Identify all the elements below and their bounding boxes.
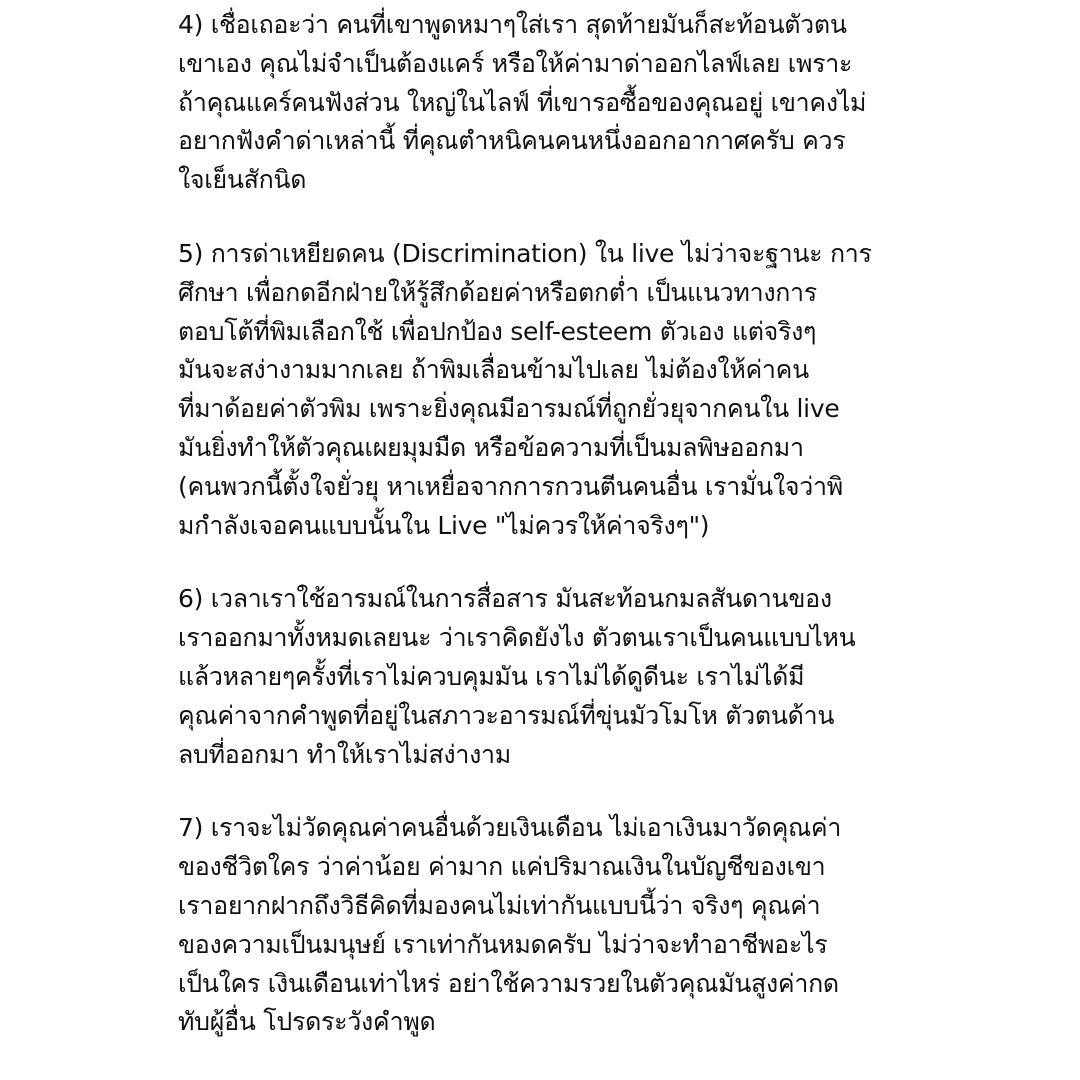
text-line: 4) เชื่อเถอะว่า คนที่เขาพูดหมาๆใส่เรา สุดท้ายมันก็สะท้อนตัวตน xyxy=(178,10,847,39)
text-line: เขาเอง คุณไม่จำเป็นต้องแคร์ หรือให้ค่ามาด่าออกไลฟ์เลย เพราะ xyxy=(178,48,853,78)
paragraph-4 xyxy=(178,6,918,200)
text-line: ตอบโต้ที่พิมเลือกใช้ เพื่อปกป้อง self-esteem ตัวเอง แต่จริงๆ xyxy=(178,316,817,346)
text-line: ลบที่ออกมา ทำให้เราไม่สง่างาม xyxy=(178,739,511,769)
text-line: เราอยากฝากถึงวิธีคิดที่มองคนไม่เท่ากันแบบนี้ว่า จริงๆ คุณค่า xyxy=(178,890,821,920)
paragraph-7 xyxy=(178,809,918,1042)
text-line: 6) เวลาเราใช้อารมณ์ในการสื่อสาร มันสะท้อนกมลสันดานของ xyxy=(178,584,832,614)
paragraph-6 xyxy=(178,580,918,774)
paragraph-5 xyxy=(178,235,918,545)
text-line: 5) การด่าเหยียดคน (Discrimination) ใน live ไม่ว่าจะฐานะ การ xyxy=(178,238,872,268)
text-line: ศึกษา เพื่อกดอีกฝ่ายให้รู้สึกด้อยค่าหรือตกต่ำ เป็นแนวทางการ xyxy=(178,277,817,307)
text-line: 7) เราจะไม่วัดคุณค่าคนอื่นด้วยเงินเดือน ไม่เอาเงินมาวัดคุณค่า xyxy=(178,813,842,843)
text-line: มันจะสง่างามมากเลย ถ้าพิมเลื่อนข้ามไปเลย ไม่ต้องให้ค่าคน xyxy=(178,355,809,385)
text-line: ใจเย็นสักนิด xyxy=(178,165,307,195)
text-line: ของความเป็นมนุษย์ เราเท่ากันหมดครับ ไม่ว่าจะทำอาชีพอะไร xyxy=(178,929,828,959)
text-line: ที่มาด้อยค่าตัวพิม เพราะยิ่งคุณมีอารมณ์ที่ถูกยั่วยุจากคนใน live xyxy=(178,394,840,424)
text-line: มกำลังเจอคนแบบนั้นใน Live "ไม่ควรให้ค่าจริงๆ") xyxy=(178,510,710,540)
text-line: เป็นใคร เงินเดือนเท่าไหร่ อย่าใช้ความรวยในตัวคุณมันสูงค่ากด xyxy=(178,968,839,998)
text-line: แล้วหลายๆครั้งที่เราไม่ควบคุมมัน เราไม่ได้ดูดีนะ เราไม่ได้มี xyxy=(178,661,805,691)
text-line: ถ้าคุณแคร์คนฟังส่วน ใหญ่ในไลฟ์ ที่เขารอซื้อของคุณอยู่ เขาคงไม่ xyxy=(178,87,867,117)
text-line: อยากฟังคำด่าเหล่านี้ ที่คุณตำหนิคนคนหนึ่งออกอากาศครับ ควร xyxy=(178,126,846,156)
text-line: เราออกมาทั้งหมดเลยนะ ว่าเราคิดยังไง ตัวตนเราเป็นคนแบบไหน xyxy=(178,623,856,653)
document-body xyxy=(178,6,918,1077)
text-line: ทับผู้อื่น โปรดระวังคำพูด xyxy=(178,1007,436,1037)
text-line: คุณค่าจากคำพูดที่อยู่ในสภาวะอารมณ์ที่ขุ่นมัวโมโห ตัวตนด้าน xyxy=(178,700,835,730)
text-line: ของชีวิตใคร ว่าค่าน้อย ค่ามาก แค่ปริมาณเงินในบัญชีของเขา xyxy=(178,852,826,882)
text-line: (คนพวกนี้ตั้งใจยั่วยุ หาเหยื่อจากการกวนตีนคนอื่น เรามั่นใจว่าพิ xyxy=(178,471,843,501)
text-line: มันยิ่งทำให้ตัวคุณเผยมุมมืด หรือข้อความที่เป็นมลพิษออกมา xyxy=(178,432,804,462)
